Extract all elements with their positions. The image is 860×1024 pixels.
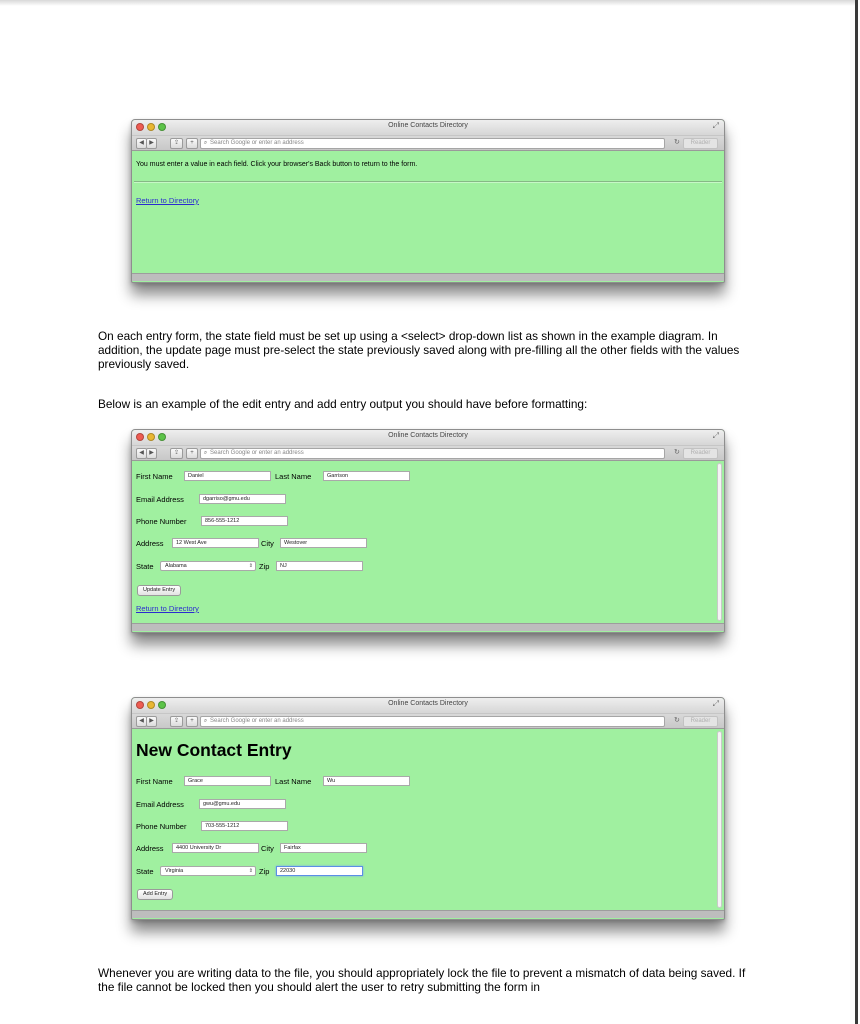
search-icon: ⌕	[203, 718, 208, 724]
file-locking-paragraph: Whenever you are writing data to the file, you should appropriately lock the file to prevent a mismatch of data being saved. If the file cannot be locked then you should alert the user to retry submitting the form in	[98, 966, 746, 994]
city-label: City	[261, 539, 274, 548]
reader-button[interactable]: Reader	[683, 138, 718, 149]
vertical-scrollbar[interactable]	[717, 731, 722, 908]
state-label: State	[136, 867, 154, 876]
first-name-label: First Name	[136, 472, 173, 481]
email-field[interactable]: gwu@gmu.edu	[199, 799, 286, 809]
reader-button[interactable]: Reader	[683, 716, 718, 727]
add-entry-button[interactable]: Add Entry	[137, 889, 173, 900]
first-name-field[interactable]: Grace	[184, 776, 271, 786]
address-bar[interactable]	[200, 716, 665, 727]
zip-field[interactable]: 22030	[276, 866, 363, 876]
example-intro-paragraph: Below is an example of the edit entry and add entry output you should have before formatting:	[98, 397, 588, 411]
error-message: You must enter a value in each field. Click your browser's Back button to return to the form.	[136, 161, 418, 168]
email-field[interactable]: dgarriso@gmu.edu	[199, 494, 286, 504]
email-label: Email Address	[136, 495, 184, 504]
status-bar	[132, 273, 724, 281]
page-content	[132, 461, 724, 623]
forward-button[interactable]: ▶	[146, 716, 157, 727]
instruction-paragraph: On each entry form, the state field must be set up using a <select> drop-down list as shown in the example diagram. In addition, the update page must pre-select the state previously saved along with pre-filling all the other fields with the values previously saved.	[98, 329, 740, 371]
page-heading: New Contact Entry	[136, 740, 292, 760]
phone-label: Phone Number	[136, 822, 187, 831]
fullscreen-icon[interactable]: ⤢	[712, 431, 719, 440]
status-bar	[132, 910, 724, 918]
address-placeholder: Search Google or enter an address	[210, 718, 304, 724]
forward-button[interactable]: ▶	[146, 138, 157, 149]
share-button[interactable]: ⇪	[170, 138, 183, 149]
first-name-field[interactable]: Daniel	[184, 471, 271, 481]
browser-toolbar	[132, 446, 724, 461]
state-select[interactable]	[160, 866, 256, 876]
browser-window-error	[131, 119, 725, 283]
fullscreen-icon[interactable]: ⤢	[712, 699, 719, 708]
search-icon: ⌕	[203, 140, 208, 146]
page-content	[132, 729, 724, 910]
page-right-border	[855, 0, 858, 1024]
city-label: City	[261, 844, 274, 853]
address-placeholder: Search Google or enter an address	[210, 140, 304, 146]
return-to-directory-link[interactable]: Return to Directory	[136, 196, 199, 205]
last-name-label: Last Name	[275, 777, 312, 786]
add-bookmark-button[interactable]: +	[186, 716, 198, 727]
address-bar[interactable]	[200, 138, 665, 149]
title-bar	[132, 430, 724, 446]
status-bar	[132, 623, 724, 631]
select-arrows-icon: ⇕	[248, 868, 253, 874]
reload-icon[interactable]: ↻	[674, 449, 680, 456]
update-entry-button[interactable]: Update Entry	[137, 585, 181, 596]
browser-window-edit-entry	[131, 429, 725, 633]
window-title: Online Contacts Directory	[388, 122, 468, 129]
zip-label: Zip	[259, 562, 270, 571]
fullscreen-icon[interactable]: ⤢	[712, 121, 719, 130]
phone-label: Phone Number	[136, 517, 187, 526]
state-select[interactable]	[160, 561, 256, 571]
browser-window-add-entry	[131, 697, 725, 920]
title-bar	[132, 120, 724, 136]
address-bar[interactable]	[200, 448, 665, 459]
back-button[interactable]: ◀	[136, 138, 147, 149]
browser-toolbar	[132, 714, 724, 729]
zip-label: Zip	[259, 867, 270, 876]
add-bookmark-button[interactable]: +	[186, 448, 198, 459]
back-button[interactable]: ◀	[136, 448, 147, 459]
window-title: Online Contacts Directory	[388, 432, 468, 439]
zip-field[interactable]: NJ	[276, 561, 363, 571]
state-selected-value: Virginia	[165, 868, 184, 874]
address-field[interactable]: 4400 University Dr	[172, 843, 259, 853]
page-top-shadow	[0, 0, 855, 6]
title-bar	[132, 698, 724, 714]
phone-field[interactable]: 856-555-1212	[201, 516, 288, 526]
share-button[interactable]: ⇪	[170, 448, 183, 459]
back-button[interactable]: ◀	[136, 716, 147, 727]
first-name-label: First Name	[136, 777, 173, 786]
select-arrows-icon: ⇕	[248, 563, 253, 569]
state-selected-value: Alabama	[165, 563, 187, 569]
horizontal-rule	[134, 181, 722, 183]
share-button[interactable]: ⇪	[170, 716, 183, 727]
reader-button[interactable]: Reader	[683, 448, 718, 459]
address-label: Address	[136, 844, 164, 853]
vertical-scrollbar[interactable]	[717, 463, 722, 621]
browser-toolbar	[132, 136, 724, 151]
last-name-label: Last Name	[275, 472, 312, 481]
city-field[interactable]: Westover	[280, 538, 367, 548]
page-content	[132, 151, 724, 273]
reload-icon[interactable]: ↻	[674, 717, 680, 724]
add-bookmark-button[interactable]: +	[186, 138, 198, 149]
forward-button[interactable]: ▶	[146, 448, 157, 459]
address-field[interactable]: 12 West Ave	[172, 538, 259, 548]
state-label: State	[136, 562, 154, 571]
email-label: Email Address	[136, 800, 184, 809]
address-label: Address	[136, 539, 164, 548]
search-icon: ⌕	[203, 450, 208, 456]
last-name-field[interactable]: Wu	[323, 776, 410, 786]
last-name-field[interactable]: Garrison	[323, 471, 410, 481]
address-placeholder: Search Google or enter an address	[210, 450, 304, 456]
city-field[interactable]: Fairfax	[280, 843, 367, 853]
window-title: Online Contacts Directory	[388, 700, 468, 707]
phone-field[interactable]: 703-555-1212	[201, 821, 288, 831]
reload-icon[interactable]: ↻	[674, 139, 680, 146]
return-to-directory-link[interactable]: Return to Directory	[136, 604, 199, 613]
